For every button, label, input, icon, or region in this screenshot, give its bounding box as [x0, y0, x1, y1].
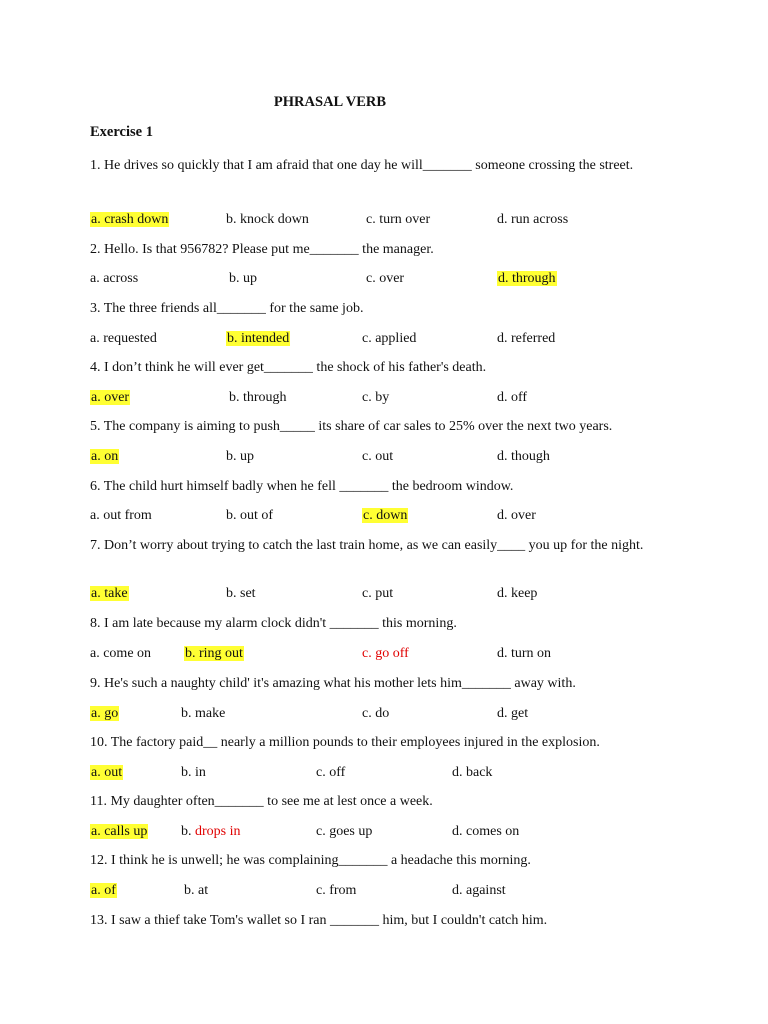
option-3b: b. intended: [227, 331, 290, 346]
question-12: 12. I think he is unwell; he was complaining_______ a headache this morning.: [90, 853, 531, 868]
option-3d: d. referred: [497, 331, 556, 346]
option-1c: c. turn over: [366, 212, 431, 227]
option-9c: c. do: [362, 706, 390, 721]
option-11d: d. comes on: [452, 824, 520, 839]
option-6d: d. over: [497, 508, 536, 523]
option-7c: c. put: [362, 586, 394, 601]
option-5b: b. up: [226, 449, 254, 464]
option-10b: b. in: [181, 765, 206, 780]
question-9: 9. He's such a naughty child' it's amazing what his mother lets him_______ away with.: [90, 676, 576, 691]
question-2: 2. Hello. Is that 956782? Please put me_______ the manager.: [90, 242, 434, 257]
option-3c: c. applied: [362, 331, 417, 346]
option-8d: d. turn on: [497, 646, 552, 661]
option-12c: c. from: [316, 883, 357, 898]
option-1a: a. crash down: [91, 212, 169, 227]
option-1d: d. run across: [497, 212, 569, 227]
question-13: 13. I saw a thief take Tom's wallet so I ran _______ him, but I couldn't catch him.: [90, 913, 548, 928]
option-9d: d. get: [497, 706, 529, 721]
question-8: 8. I am late because my alarm clock didn't _______ this morning.: [90, 616, 457, 631]
question-10: 10. The factory paid__ nearly a million pounds to their employees injured in the explosion.: [90, 735, 600, 750]
question-3: 3. The three friends all_______ for the same job.: [90, 301, 364, 316]
option-2c: c. over: [366, 271, 405, 286]
question-4: 4. I don’t think he will ever get_______ the shock of his father's death.: [90, 360, 487, 375]
question-5: 5. The company is aiming to push_____ its share of car sales to 25% over the next two years.: [90, 419, 613, 434]
exercise-heading: Exercise 1: [90, 124, 153, 140]
option-4a: a. over: [91, 390, 130, 405]
option-8a: a. come on: [90, 646, 152, 661]
option-2d: d. through: [498, 271, 556, 286]
option-7b: b. set: [226, 586, 256, 601]
question-11: 11. My daughter often_______ to see me at lest once a week.: [90, 794, 433, 809]
option-8c: c. go off: [362, 646, 409, 661]
option-2b: b. up: [229, 271, 257, 286]
question-7: 7. Don’t worry about trying to catch the last train home, as we can easily____ you up for the night.: [90, 538, 644, 553]
option-10c: c. off: [316, 765, 346, 780]
option-4c: c. by: [362, 390, 390, 405]
option-3a: a. requested: [90, 331, 157, 346]
option-4b: b. through: [229, 390, 287, 405]
question-1: 1. He drives so quickly that I am afraid that one day he will_______ someone crossing the street.: [90, 158, 634, 173]
option-10a: a. out: [91, 765, 123, 780]
option-12d: d. against: [452, 883, 506, 898]
option-10d: d. back: [452, 765, 493, 780]
option-11b: [181, 823, 241, 841]
option-5a: a. on: [91, 449, 119, 464]
option-2a: a. across: [90, 271, 139, 286]
option-11b-text: drops in: [195, 824, 241, 839]
option-5d: d. though: [497, 449, 550, 464]
option-8b: b. ring out: [185, 646, 243, 661]
option-9a: a. go: [91, 706, 119, 721]
option-1b: b. knock down: [226, 212, 309, 227]
option-6b: b. out of: [226, 508, 274, 523]
option-7d: d. keep: [497, 586, 538, 601]
option-12a: a. of: [91, 883, 116, 898]
option-12b: b. at: [184, 883, 209, 898]
option-7a: a. take: [91, 586, 128, 601]
question-6: 6. The child hurt himself badly when he fell _______ the bedroom window.: [90, 479, 514, 494]
option-4d: d. off: [497, 390, 528, 405]
option-6a: a. out from: [90, 508, 152, 523]
option-11b-letter: b.: [181, 824, 192, 839]
page-title: PHRASAL VERB: [273, 94, 387, 110]
option-11a: a. calls up: [91, 824, 148, 839]
option-9b: b. make: [181, 706, 226, 721]
option-5c: c. out: [362, 449, 394, 464]
option-11c: c. goes up: [316, 824, 373, 839]
option-6c: c. down: [363, 508, 408, 523]
